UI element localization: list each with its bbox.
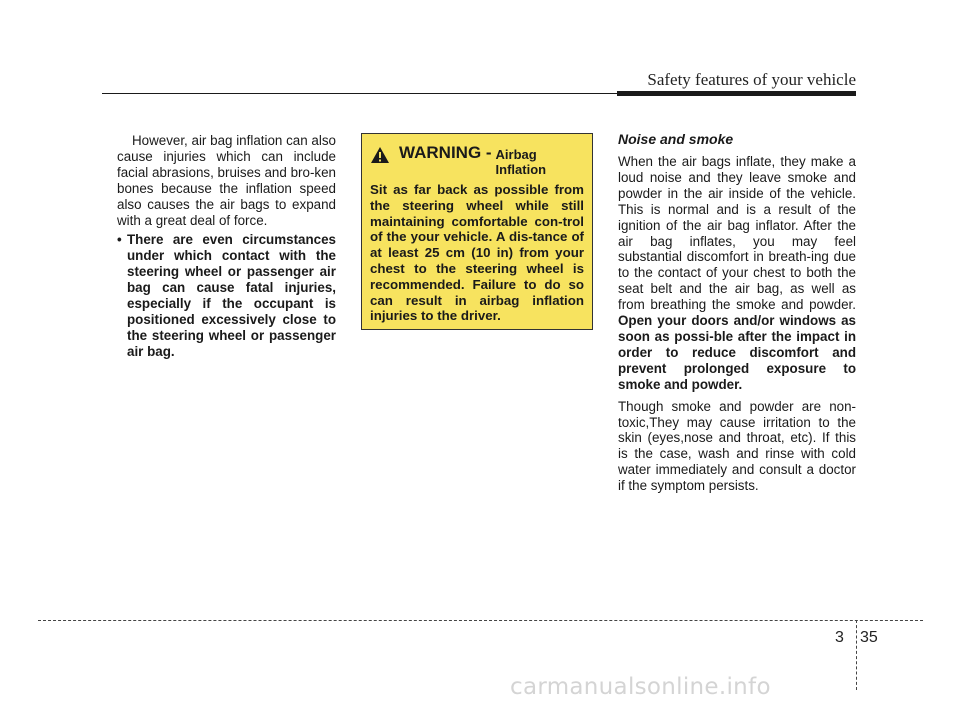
warning-text: Sit as far back as possible from the steering wheel while still maintaining comfortable con-trol of the your vehicle. A dis-tance of at least 25 cm (10 in) from your chest to the steering wheel is recommended. Failure to do so can result in airbag inflation injuries to the driver. [370,182,584,324]
footer-divider [856,620,857,690]
left-column [117,133,336,360]
warning-triangle-icon [370,146,390,164]
section-title: Safety features of your vehicle [647,70,856,89]
warning-subject: Airbag Inflation [495,147,547,177]
bullet-text: There are even circumstances under which contact with the steering wheel or passenger air bag can cause fatal injuries, especially if the occupant is positioned excessively close to the steering wheel or passenger air bag. [127,232,336,359]
noise-smoke-heading: Noise and smoke [618,131,734,147]
chapter-number: 3 [835,629,844,646]
irritation-paragraph: Though smoke and powder are non-toxic,They may cause irritation to the skin (eyes,nose and throat, etc). If this is the case, wash and rinse with cold water immediately and consult a doctor if the symptom persists. [618,398,856,494]
footer-rule [38,620,923,621]
right-column [618,131,856,494]
header-rule-accent [617,91,856,96]
bullet-item [117,232,336,359]
page-number: 35 [860,629,878,646]
bullet-icon: • [117,232,122,248]
open-windows-instruction: Open your doors and/or windows as soon as possi-ble after the impact in order to reduce discomfort and prevent prolonged exposure to smoke and powder. [618,313,856,392]
watermark: carmanualsonline.info [510,674,771,700]
noise-smoke-paragraph: When the air bags inflate, they make a loud noise and they leave smoke and powder in the air inside of the vehicle. This is normal and is a result of the ignition of the air bag inflator. After the air bag inflates, you may feel substantial discomfort in breath-ing due to the contact of your chest to both the seat belt and the air bag, as well as from breathing the smoke and powder. Open your doors and/or windows as soon as possi-ble after the impact in order to reduce discomfort and prevent prolonged exposure to smoke and powder. [618,154,856,392]
warning-header [370,144,584,180]
warning-box [361,133,593,330]
warning-label: WARNING - [399,143,492,162]
injury-paragraph: However, air bag inflation can also cause injuries which can include facial abrasions, bruises and bro-ken bones because the inflation speed also causes the air bags to expand with a great deal of force. [117,133,336,228]
